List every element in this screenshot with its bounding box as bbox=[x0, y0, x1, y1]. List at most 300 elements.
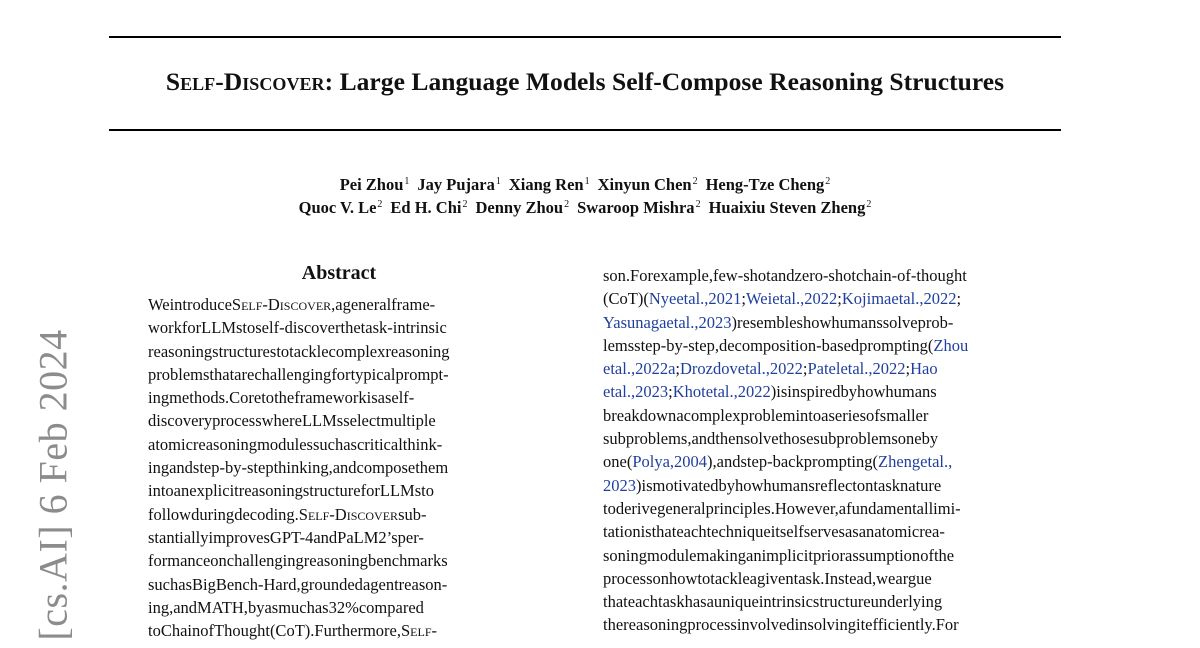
citation-link[interactable]: 2022 bbox=[737, 382, 771, 402]
abstract-line bbox=[148, 479, 530, 502]
intro-word bbox=[666, 313, 678, 332]
title-rest: : Large Language Models Self-Compose Reasoning Structures bbox=[324, 67, 1005, 96]
citation-link[interactable]: al., bbox=[749, 359, 770, 379]
abstract-word: (CoT). bbox=[269, 621, 315, 641]
abstract-word: challenging bbox=[226, 551, 304, 571]
citation-link[interactable]: 2023 bbox=[698, 312, 732, 332]
intro-word: smaller bbox=[879, 405, 929, 425]
intro-word: step-by-step, bbox=[634, 335, 719, 355]
citation-link[interactable]: Zhou bbox=[933, 335, 969, 355]
intro-word: is bbox=[641, 475, 653, 495]
intro-word: breakdown bbox=[603, 405, 677, 425]
citation-link[interactable]: al., bbox=[717, 382, 738, 402]
intro-word: by bbox=[718, 475, 735, 495]
abstract-word: on bbox=[210, 551, 227, 571]
intro-word bbox=[784, 289, 804, 308]
abstract-word: thinking, bbox=[273, 458, 333, 478]
intro-word: it bbox=[856, 615, 866, 635]
author-name: Xiang Ren$^1$ bbox=[508, 175, 590, 194]
intro-word: how bbox=[802, 312, 832, 332]
abstract-word: per- bbox=[397, 527, 424, 547]
intro-word bbox=[603, 382, 615, 401]
intro-word bbox=[678, 313, 698, 332]
intro-word: into bbox=[795, 405, 822, 425]
citation-link[interactable]: al., bbox=[903, 289, 924, 309]
intro-word bbox=[615, 382, 635, 401]
intro-word: argue bbox=[895, 568, 932, 588]
intro-word: module bbox=[647, 545, 697, 565]
abstract-word: multiple bbox=[380, 411, 436, 431]
intro-word: subproblems, bbox=[603, 429, 692, 449]
intro-word: task bbox=[873, 475, 900, 495]
author-affiliation: 2 bbox=[377, 198, 383, 210]
citation-link[interactable]: et bbox=[737, 359, 750, 379]
intro-line bbox=[603, 380, 1062, 403]
citation-link[interactable]: 2022 bbox=[872, 359, 906, 379]
abstract-word: compose bbox=[356, 458, 416, 478]
intro-word: is bbox=[640, 522, 652, 542]
abstract-word: reasoning bbox=[238, 481, 303, 501]
intro-word: structure bbox=[812, 592, 871, 612]
intro-word bbox=[910, 359, 938, 378]
abstract-word: of bbox=[200, 621, 215, 641]
abstract-word: compared bbox=[358, 597, 424, 617]
abstract-word: the bbox=[274, 388, 295, 408]
abstract-word: structures bbox=[212, 341, 277, 361]
intro-word: zero-shot bbox=[794, 266, 856, 285]
abstract-word: reasoning bbox=[385, 341, 450, 361]
citation-link[interactable]: 2022a bbox=[635, 359, 676, 379]
abstract-word: work bbox=[148, 318, 182, 338]
intro-word: by bbox=[840, 382, 857, 402]
intro-word: a bbox=[821, 405, 829, 425]
abstract-line bbox=[148, 526, 530, 549]
abstract-line bbox=[148, 316, 530, 339]
intro-word: atomic bbox=[874, 522, 920, 542]
abstract-word: think- bbox=[402, 434, 443, 454]
abstract-word: process bbox=[212, 411, 262, 431]
intro-line bbox=[603, 474, 1062, 497]
citation-link[interactable]: Wei bbox=[746, 289, 773, 309]
citation-link[interactable]: 2022 bbox=[923, 289, 957, 309]
intro-word: task. bbox=[793, 568, 825, 588]
abstract-word: sub- bbox=[398, 504, 427, 524]
abstract-word: self-discover bbox=[255, 318, 341, 338]
intro-word: has bbox=[684, 592, 707, 612]
author-affiliation: 2 bbox=[866, 198, 872, 210]
citation-link[interactable]: al., bbox=[614, 359, 636, 379]
intro-word: on bbox=[856, 475, 874, 495]
abstract-word: benchmarks bbox=[367, 551, 448, 571]
intro-word: to bbox=[603, 498, 616, 518]
intro-word: prior bbox=[812, 545, 846, 565]
intro-word: humans bbox=[763, 475, 815, 495]
citation-link[interactable]: Polya, bbox=[632, 452, 675, 472]
author-affiliation: 2 bbox=[695, 198, 701, 210]
intro-word: (Nye bbox=[643, 289, 677, 309]
citation-link[interactable]: Kojima bbox=[841, 289, 892, 309]
citation-link[interactable]: Drozdov bbox=[680, 359, 738, 379]
intro-word: process bbox=[687, 615, 737, 635]
citation-link[interactable]: et bbox=[705, 382, 718, 402]
intro-word: son. bbox=[603, 266, 631, 285]
citation-link[interactable]: 2004 bbox=[674, 452, 708, 472]
title-prefix: Self-Discover bbox=[165, 67, 325, 96]
abstract-word: challenging bbox=[254, 364, 332, 384]
citation-link[interactable]: al., bbox=[852, 359, 873, 379]
intro-word: (Polya, bbox=[626, 452, 675, 472]
intro-word: an bbox=[746, 545, 762, 565]
abstract-word: as bbox=[178, 574, 192, 594]
abstract-word: such bbox=[312, 434, 344, 454]
intro-word: that bbox=[603, 592, 628, 612]
abstract-word: self- bbox=[384, 388, 415, 408]
intro-word bbox=[932, 452, 952, 471]
abstract-word: Chain bbox=[160, 621, 201, 641]
abstract-word: PaLM bbox=[337, 527, 379, 547]
intro-word: principles. bbox=[705, 498, 775, 518]
abstract-line bbox=[148, 433, 530, 456]
abstract-word: stantially bbox=[148, 527, 209, 547]
abstract-word: framework bbox=[294, 388, 367, 408]
abstract-word: 2’s bbox=[378, 527, 398, 547]
intro-word: derive bbox=[615, 498, 658, 518]
intro-word: (CoT) bbox=[603, 289, 644, 309]
abstract-body bbox=[148, 293, 530, 642]
intro-word: solve bbox=[882, 312, 918, 332]
abstract-word: Core bbox=[229, 388, 262, 408]
intro-word: task bbox=[657, 592, 685, 612]
intro-word: 2022) bbox=[737, 382, 777, 402]
author-name: Quoc V. Le$^2$ bbox=[298, 198, 383, 217]
intro-line bbox=[603, 613, 1062, 636]
intro-word: and bbox=[770, 266, 795, 285]
intro-word: tackle bbox=[710, 568, 750, 588]
abstract-word: step-by-step bbox=[192, 458, 274, 478]
abstract-word: for bbox=[181, 318, 202, 338]
intro-word: given bbox=[756, 568, 794, 588]
intro-word: those bbox=[778, 429, 814, 449]
intro-word: then bbox=[715, 429, 744, 449]
abstract-word: task-intrinsic bbox=[360, 318, 447, 338]
abstract-word: Self- bbox=[401, 621, 438, 641]
citation-link[interactable]: et bbox=[603, 359, 615, 379]
author-name: Pei Zhou$^1$ bbox=[339, 175, 410, 194]
intro-word bbox=[746, 289, 772, 308]
abstract-word: methods. bbox=[169, 388, 230, 408]
intro-word: problem bbox=[740, 405, 796, 425]
abstract-word: a bbox=[377, 388, 385, 408]
abstract-word: structure bbox=[302, 481, 361, 501]
abstract-line bbox=[148, 293, 530, 316]
abstract-word: LLMs bbox=[201, 318, 243, 338]
author-affiliation: 2 bbox=[462, 198, 468, 210]
citation-link[interactable]: al., bbox=[932, 452, 953, 472]
intro-word: example, bbox=[652, 266, 713, 285]
abstract-word: decoding. bbox=[234, 504, 299, 524]
intro-word: tation bbox=[603, 522, 641, 542]
abstract-word: agent bbox=[362, 574, 399, 594]
abstract-word: prompt- bbox=[395, 364, 449, 384]
author-name: Xinyun Chen$^2$ bbox=[597, 175, 698, 194]
abstract-word: tackle bbox=[289, 341, 329, 361]
intro-word: limi- bbox=[928, 498, 961, 518]
intro-word: itself bbox=[770, 522, 804, 542]
intro-line bbox=[603, 334, 1062, 357]
abstract-word: reasoning bbox=[192, 434, 258, 454]
intro-line bbox=[603, 590, 1062, 613]
abstract-word: ing, bbox=[148, 597, 174, 617]
citation-link[interactable]: et bbox=[920, 452, 933, 472]
abstract-line bbox=[148, 619, 530, 642]
intro-line bbox=[603, 450, 1062, 473]
abstract-word: atomic bbox=[148, 434, 193, 454]
intro-word: nature bbox=[900, 475, 942, 495]
intro-line bbox=[603, 357, 1062, 380]
intro-word: one bbox=[603, 452, 627, 472]
citation-link[interactable]: al., bbox=[614, 382, 636, 402]
abstract-word: as bbox=[343, 434, 357, 454]
abstract-word: where bbox=[261, 411, 302, 431]
intro-line bbox=[603, 520, 1062, 543]
abstract-word: LLMs bbox=[301, 411, 344, 431]
intro-word: that bbox=[651, 522, 677, 542]
intro-word bbox=[673, 382, 706, 401]
abstract-word: reasoning bbox=[148, 341, 213, 361]
citation-link[interactable]: et bbox=[891, 289, 904, 309]
abstract-word: discovery bbox=[148, 411, 213, 431]
abstract-word: problems bbox=[148, 364, 210, 384]
abstract-word: LLMs bbox=[379, 481, 422, 501]
intro-word: how bbox=[735, 475, 764, 495]
citation-link[interactable]: 2022 bbox=[769, 359, 803, 379]
citation-link[interactable]: Yasunaga bbox=[603, 312, 667, 332]
intro-line bbox=[603, 287, 1062, 310]
abstract-line bbox=[148, 409, 530, 432]
abstract-word: that bbox=[209, 364, 235, 384]
intro-word: prompting bbox=[859, 335, 928, 355]
abstract-word: them bbox=[415, 458, 449, 478]
abstract-word: GPT-4 bbox=[269, 527, 314, 547]
intro-word: we bbox=[876, 568, 896, 588]
intro-word: how bbox=[856, 382, 886, 402]
intro-word bbox=[603, 313, 666, 332]
intro-word: rea- bbox=[919, 522, 945, 542]
intro-word: solving bbox=[807, 615, 856, 635]
author-name: Denny Zhou$^2$ bbox=[475, 198, 570, 217]
abstract-word: complex bbox=[328, 341, 386, 361]
citation-link[interactable]: Zheng bbox=[877, 452, 921, 472]
citation-link[interactable]: 2023 bbox=[635, 382, 669, 402]
intro-word: a bbox=[676, 405, 684, 425]
intro-word: 2004), bbox=[674, 452, 717, 472]
citation-link[interactable]: 2021 bbox=[708, 289, 742, 309]
abstract-word: grounded bbox=[300, 574, 363, 594]
author-affiliation: 2 bbox=[825, 175, 831, 187]
author-affiliation: 2 bbox=[564, 198, 570, 210]
intro-word: lems bbox=[603, 335, 635, 355]
intro-word: chain-of-thought bbox=[855, 266, 967, 285]
intro-word: implicit bbox=[761, 545, 813, 565]
intro-word: general bbox=[657, 498, 706, 518]
abstract-word: to bbox=[148, 621, 161, 641]
intro-word: an bbox=[858, 522, 875, 542]
intro-word: in bbox=[794, 615, 808, 635]
intro-line bbox=[603, 427, 1062, 450]
intro-word: soning bbox=[603, 545, 648, 565]
citation-link[interactable]: et bbox=[603, 382, 615, 402]
abstract-line bbox=[148, 340, 530, 363]
citation-link[interactable]: 2023 bbox=[603, 475, 636, 495]
intro-word: each bbox=[627, 592, 658, 612]
author-name: Jay Pujara$^1$ bbox=[417, 175, 501, 194]
intro-word: underlying bbox=[870, 592, 943, 612]
intro-word: However, bbox=[774, 498, 839, 518]
abstract-line bbox=[148, 549, 530, 572]
intro-word bbox=[807, 359, 840, 378]
abstract-word: and bbox=[332, 458, 357, 478]
intro-word: efficiently. bbox=[865, 615, 936, 635]
intro-word: intrinsic bbox=[758, 592, 813, 612]
intro-word bbox=[603, 359, 615, 378]
intro-word: on bbox=[652, 568, 669, 588]
intro-word: how bbox=[668, 568, 698, 588]
paper-title bbox=[109, 67, 1061, 97]
abstract-line bbox=[148, 363, 530, 386]
citation-link[interactable]: al., bbox=[678, 312, 699, 332]
author-affiliation: 1 bbox=[404, 175, 410, 187]
intro-word: step-back bbox=[740, 452, 804, 472]
abstract-word: and bbox=[313, 527, 338, 547]
arxiv-stamp: [cs.AI] 6 Feb 2024 bbox=[30, 329, 76, 641]
intro-word: solve bbox=[743, 429, 779, 449]
intro-word: of bbox=[866, 405, 880, 425]
abstract-word: such bbox=[148, 574, 179, 594]
intro-word: subproblems bbox=[813, 429, 898, 449]
intro-word bbox=[688, 289, 708, 308]
intro-word bbox=[680, 359, 738, 378]
intro-word: by bbox=[921, 429, 939, 449]
intro-word: decomposition-based bbox=[718, 335, 860, 355]
citation-link[interactable]: al., bbox=[784, 289, 805, 309]
citation-link[interactable]: et bbox=[840, 359, 853, 379]
abstract-word: the bbox=[340, 318, 361, 338]
intro-word: making bbox=[696, 545, 747, 565]
intro-word: 2022; bbox=[769, 359, 808, 379]
intro-word: and bbox=[691, 429, 716, 449]
intro-line bbox=[603, 544, 1062, 567]
abstract-word: to bbox=[421, 481, 434, 501]
intro-word: process bbox=[603, 568, 653, 588]
intro-word: prompting bbox=[803, 452, 873, 472]
author-affiliation: 1 bbox=[584, 175, 590, 187]
abstract-word: introduce bbox=[169, 295, 232, 314]
abstract-word: 32% bbox=[328, 597, 359, 617]
abstract-word: select bbox=[343, 411, 381, 431]
abstract-word: to bbox=[276, 341, 290, 361]
abstract-word: ing bbox=[148, 388, 170, 408]
intro-word: 2022; bbox=[923, 289, 962, 309]
intro-word: and bbox=[716, 452, 741, 472]
abstract-word: typical bbox=[350, 364, 396, 384]
intro-word: 2023) bbox=[603, 475, 642, 495]
intro-word: 2022; bbox=[872, 359, 911, 379]
abstract-heading: Abstract bbox=[301, 262, 377, 284]
intro-word: 2022a; bbox=[635, 359, 681, 379]
author-name: Heng-Tze Cheng$^2$ bbox=[705, 175, 831, 194]
abstract-word: during bbox=[191, 504, 235, 524]
intro-word bbox=[772, 289, 784, 308]
citation-link[interactable]: Hao bbox=[910, 359, 938, 379]
intro-line bbox=[603, 404, 1062, 427]
abstract-line bbox=[148, 456, 530, 479]
abstract-word: into bbox=[148, 481, 174, 501]
abstract-word: for bbox=[360, 481, 380, 501]
intro-word bbox=[852, 359, 872, 378]
intro-line bbox=[603, 311, 1062, 334]
intro-word: 2022; bbox=[804, 289, 842, 309]
abstract-word: general bbox=[342, 295, 392, 314]
abstract-word: We bbox=[148, 295, 170, 314]
abstract-word: Self-Discover bbox=[298, 504, 399, 524]
intro-word: as bbox=[844, 522, 859, 542]
author-name: Ed H. Chi$^2$ bbox=[390, 198, 468, 217]
intro-word: few-shot bbox=[712, 266, 771, 285]
abstract-word: Furthermore, bbox=[314, 621, 401, 641]
citation-link[interactable]: et bbox=[666, 312, 679, 332]
intro-word bbox=[840, 359, 852, 378]
abstract-word: BigBench-Hard, bbox=[192, 574, 301, 594]
citation-link[interactable]: et bbox=[676, 289, 689, 309]
intro-line bbox=[603, 264, 1062, 287]
intro-word: complex bbox=[683, 405, 741, 425]
abstract-word: explicit bbox=[189, 481, 239, 501]
intro-line bbox=[603, 567, 1062, 590]
intro-word: reflect bbox=[814, 475, 857, 495]
abstract-line bbox=[148, 386, 530, 409]
intro-word: the bbox=[933, 545, 955, 565]
intro-word: motivated bbox=[652, 475, 719, 495]
author-name: Huaixiu Steven Zheng$^2$ bbox=[708, 198, 872, 217]
intro-word: Instead, bbox=[824, 568, 877, 588]
top-rule bbox=[109, 36, 1061, 38]
citation-link[interactable]: Khot bbox=[672, 382, 706, 402]
abstract-word: Thought bbox=[214, 621, 270, 641]
intro-word bbox=[750, 359, 770, 378]
citation-link[interactable]: Nye bbox=[648, 289, 677, 309]
intro-word bbox=[718, 382, 738, 401]
intro-word: assumption bbox=[845, 545, 921, 565]
intro-word: unique bbox=[713, 592, 759, 612]
citation-link[interactable]: et bbox=[772, 289, 785, 309]
citation-link[interactable]: al., bbox=[688, 289, 709, 309]
citation-link[interactable]: Patel bbox=[807, 359, 841, 379]
intro-word: 2023; bbox=[635, 382, 673, 402]
intro-word: (Zheng bbox=[872, 452, 921, 472]
intro-word: the bbox=[603, 615, 624, 635]
citation-link[interactable]: 2022 bbox=[804, 289, 838, 309]
intro-word: (Zhou bbox=[927, 335, 969, 355]
abstract-word: as bbox=[264, 597, 279, 617]
abstract-line bbox=[148, 573, 530, 596]
intro-word: For bbox=[935, 615, 959, 635]
abstract-word: frame- bbox=[391, 295, 436, 314]
abstract-word: critical bbox=[356, 434, 403, 454]
intro-word bbox=[738, 359, 750, 378]
intro-word: a bbox=[706, 592, 714, 612]
abstract-line bbox=[148, 503, 530, 526]
intro-word: a bbox=[838, 498, 847, 518]
